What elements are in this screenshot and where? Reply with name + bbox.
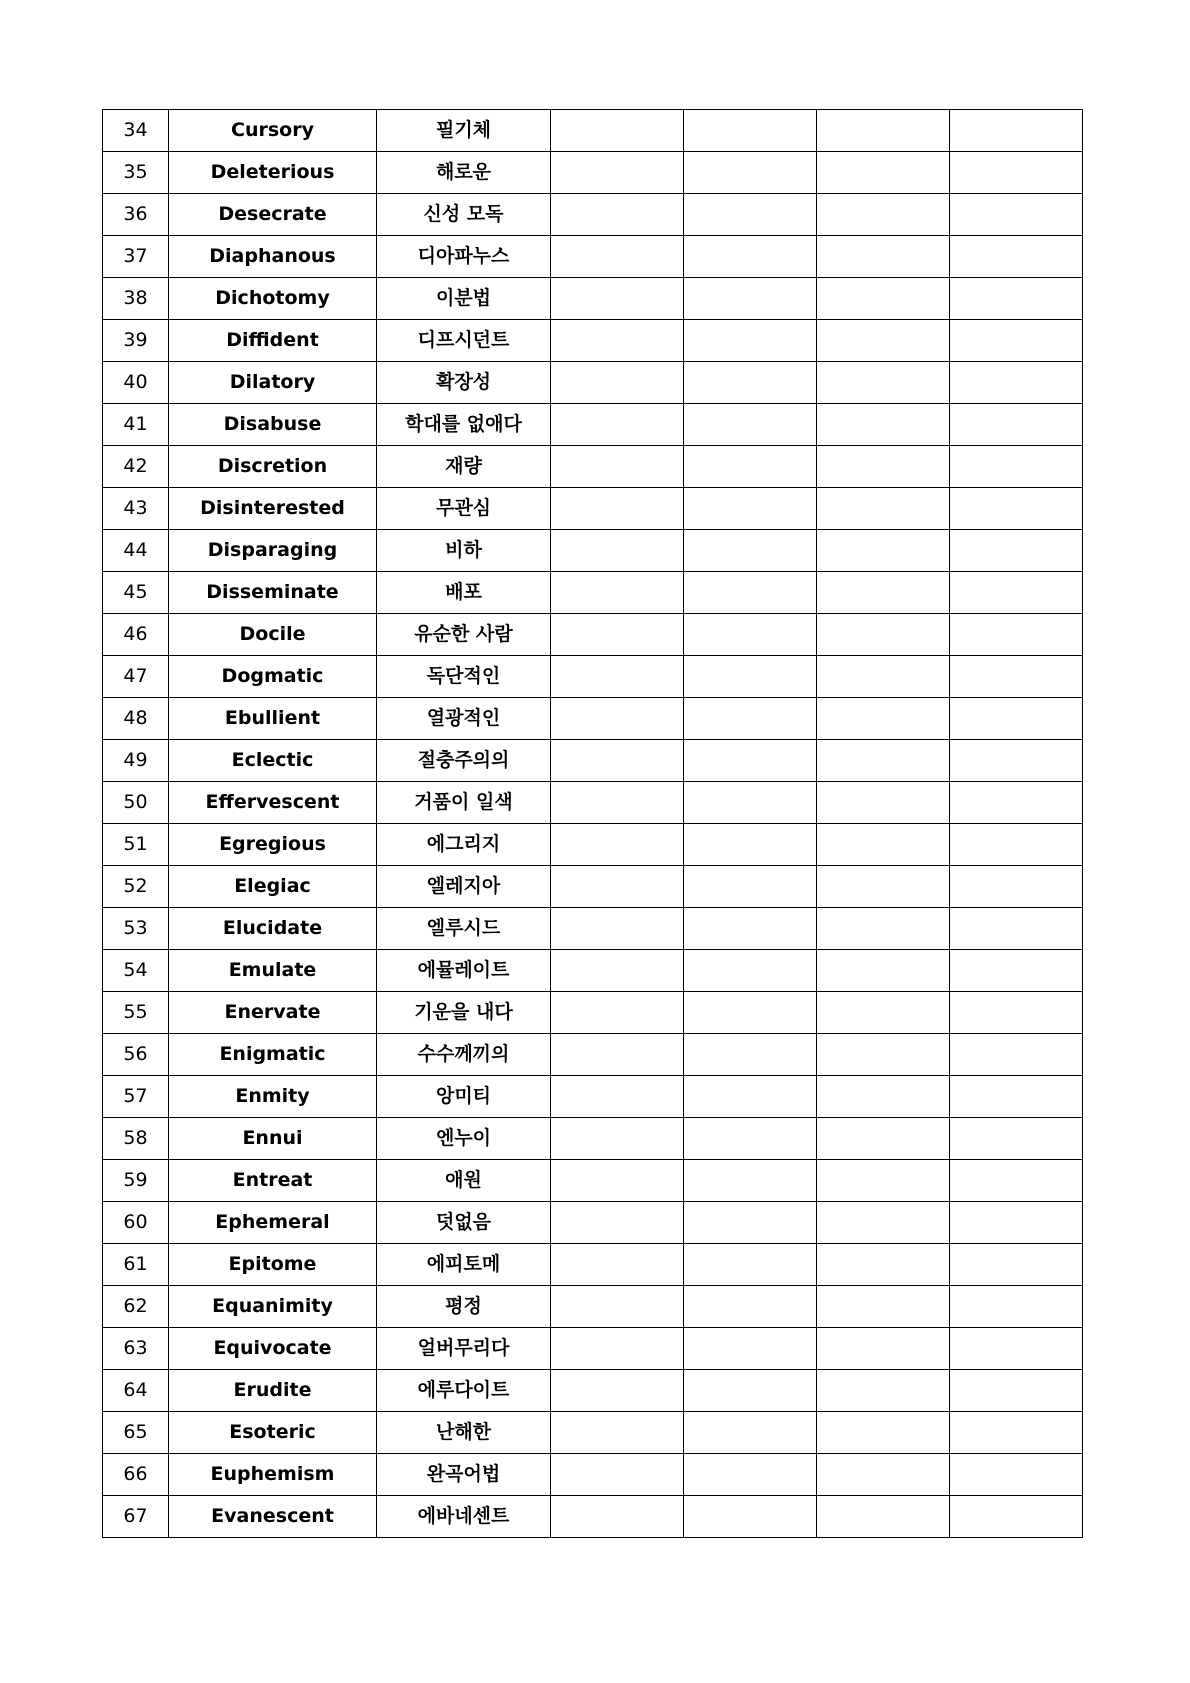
korean-meaning: 앙미티 <box>377 1076 551 1118</box>
blank-cell <box>684 614 817 656</box>
korean-meaning: 기운을 내다 <box>377 992 551 1034</box>
blank-cell <box>551 992 684 1034</box>
blank-cell <box>817 1496 950 1538</box>
blank-cell <box>817 236 950 278</box>
blank-cell <box>684 320 817 362</box>
korean-meaning: 신성 모독 <box>377 194 551 236</box>
table-row <box>103 950 1083 992</box>
blank-cell <box>950 1412 1083 1454</box>
blank-cell <box>551 1412 684 1454</box>
blank-cell <box>551 320 684 362</box>
blank-cell <box>817 572 950 614</box>
blank-cell <box>684 446 817 488</box>
english-word: Diaphanous <box>169 236 377 278</box>
english-word: Eclectic <box>169 740 377 782</box>
blank-cell <box>551 824 684 866</box>
blank-cell <box>817 152 950 194</box>
english-word: Erudite <box>169 1370 377 1412</box>
korean-meaning: 열광적인 <box>377 698 551 740</box>
blank-cell <box>551 1160 684 1202</box>
blank-cell <box>817 950 950 992</box>
english-word: Cursory <box>169 110 377 152</box>
blank-cell <box>551 1370 684 1412</box>
row-number: 35 <box>103 152 169 194</box>
blank-cell <box>817 488 950 530</box>
blank-cell <box>684 992 817 1034</box>
blank-cell <box>684 950 817 992</box>
blank-cell <box>551 362 684 404</box>
row-number: 51 <box>103 824 169 866</box>
row-number: 54 <box>103 950 169 992</box>
blank-cell <box>950 1328 1083 1370</box>
table-row <box>103 362 1083 404</box>
blank-cell <box>551 152 684 194</box>
row-number: 47 <box>103 656 169 698</box>
blank-cell <box>551 1454 684 1496</box>
english-word: Epitome <box>169 1244 377 1286</box>
blank-cell <box>551 1034 684 1076</box>
row-number: 64 <box>103 1370 169 1412</box>
korean-meaning: 수수께끼의 <box>377 1034 551 1076</box>
korean-meaning: 필기체 <box>377 110 551 152</box>
blank-cell <box>551 1496 684 1538</box>
row-number: 67 <box>103 1496 169 1538</box>
blank-cell <box>684 908 817 950</box>
english-word: Ennui <box>169 1118 377 1160</box>
blank-cell <box>817 194 950 236</box>
blank-cell <box>817 740 950 782</box>
row-number: 52 <box>103 866 169 908</box>
blank-cell <box>950 950 1083 992</box>
blank-cell <box>950 782 1083 824</box>
table-row <box>103 446 1083 488</box>
blank-cell <box>684 1370 817 1412</box>
blank-cell <box>684 824 817 866</box>
row-number: 60 <box>103 1202 169 1244</box>
table-row <box>103 824 1083 866</box>
row-number: 39 <box>103 320 169 362</box>
table-row <box>103 1034 1083 1076</box>
blank-cell <box>551 908 684 950</box>
blank-cell <box>684 740 817 782</box>
english-word: Egregious <box>169 824 377 866</box>
row-number: 42 <box>103 446 169 488</box>
blank-cell <box>551 488 684 530</box>
blank-cell <box>950 1370 1083 1412</box>
table-row <box>103 614 1083 656</box>
blank-cell <box>684 1034 817 1076</box>
korean-meaning: 확장성 <box>377 362 551 404</box>
blank-cell <box>684 278 817 320</box>
blank-cell <box>817 530 950 572</box>
blank-cell <box>817 1328 950 1370</box>
english-word: Discretion <box>169 446 377 488</box>
blank-cell <box>950 1496 1083 1538</box>
table-row <box>103 992 1083 1034</box>
blank-cell <box>950 824 1083 866</box>
blank-cell <box>817 1160 950 1202</box>
korean-meaning: 엔누이 <box>377 1118 551 1160</box>
blank-cell <box>950 194 1083 236</box>
blank-cell <box>950 152 1083 194</box>
korean-meaning: 절충주의의 <box>377 740 551 782</box>
blank-cell <box>551 1328 684 1370</box>
blank-cell <box>684 404 817 446</box>
table-row <box>103 698 1083 740</box>
korean-meaning: 해로운 <box>377 152 551 194</box>
blank-cell <box>684 572 817 614</box>
row-number: 37 <box>103 236 169 278</box>
row-number: 48 <box>103 698 169 740</box>
blank-cell <box>950 656 1083 698</box>
blank-cell <box>950 530 1083 572</box>
blank-cell <box>817 1202 950 1244</box>
english-word: Ebullient <box>169 698 377 740</box>
blank-cell <box>684 1496 817 1538</box>
blank-cell <box>817 320 950 362</box>
row-number: 56 <box>103 1034 169 1076</box>
korean-meaning: 에피토메 <box>377 1244 551 1286</box>
english-word: Disinterested <box>169 488 377 530</box>
blank-cell <box>950 866 1083 908</box>
blank-cell <box>817 614 950 656</box>
blank-cell <box>551 1118 684 1160</box>
korean-meaning: 배포 <box>377 572 551 614</box>
blank-cell <box>817 656 950 698</box>
korean-meaning: 엘레지아 <box>377 866 551 908</box>
korean-meaning: 디아파누스 <box>377 236 551 278</box>
english-word: Evanescent <box>169 1496 377 1538</box>
blank-cell <box>684 1118 817 1160</box>
blank-cell <box>817 1286 950 1328</box>
blank-cell <box>551 656 684 698</box>
blank-cell <box>950 362 1083 404</box>
english-word: Entreat <box>169 1160 377 1202</box>
blank-cell <box>551 950 684 992</box>
row-number: 38 <box>103 278 169 320</box>
blank-cell <box>684 110 817 152</box>
blank-cell <box>817 1244 950 1286</box>
blank-cell <box>551 698 684 740</box>
table-row <box>103 740 1083 782</box>
row-number: 66 <box>103 1454 169 1496</box>
korean-meaning: 비하 <box>377 530 551 572</box>
table-row <box>103 908 1083 950</box>
row-number: 46 <box>103 614 169 656</box>
row-number: 53 <box>103 908 169 950</box>
english-word: Docile <box>169 614 377 656</box>
blank-cell <box>950 572 1083 614</box>
korean-meaning: 독단적인 <box>377 656 551 698</box>
blank-cell <box>950 992 1083 1034</box>
blank-cell <box>817 1412 950 1454</box>
blank-cell <box>551 1286 684 1328</box>
blank-cell <box>817 782 950 824</box>
row-number: 65 <box>103 1412 169 1454</box>
english-word: Disparaging <box>169 530 377 572</box>
blank-cell <box>684 1328 817 1370</box>
blank-cell <box>950 404 1083 446</box>
english-word: Disabuse <box>169 404 377 446</box>
korean-meaning: 디프시던트 <box>377 320 551 362</box>
english-word: Diffident <box>169 320 377 362</box>
english-word: Esoteric <box>169 1412 377 1454</box>
blank-cell <box>817 1118 950 1160</box>
blank-cell <box>817 908 950 950</box>
row-number: 59 <box>103 1160 169 1202</box>
table-row <box>103 530 1083 572</box>
table-row <box>103 1244 1083 1286</box>
korean-meaning: 에바네센트 <box>377 1496 551 1538</box>
blank-cell <box>551 614 684 656</box>
english-word: Equanimity <box>169 1286 377 1328</box>
table-row <box>103 782 1083 824</box>
table-row <box>103 404 1083 446</box>
vocabulary-table-body <box>103 110 1083 1538</box>
blank-cell <box>684 1160 817 1202</box>
korean-meaning: 학대를 없애다 <box>377 404 551 446</box>
row-number: 55 <box>103 992 169 1034</box>
blank-cell <box>817 446 950 488</box>
blank-cell <box>684 488 817 530</box>
row-number: 40 <box>103 362 169 404</box>
blank-cell <box>551 1076 684 1118</box>
table-row <box>103 1454 1083 1496</box>
row-number: 36 <box>103 194 169 236</box>
blank-cell <box>950 236 1083 278</box>
english-word: Deleterious <box>169 152 377 194</box>
blank-cell <box>551 446 684 488</box>
blank-cell <box>684 1412 817 1454</box>
korean-meaning: 얼버무리다 <box>377 1328 551 1370</box>
blank-cell <box>950 1118 1083 1160</box>
table-row <box>103 236 1083 278</box>
blank-cell <box>684 1454 817 1496</box>
blank-cell <box>551 866 684 908</box>
row-number: 43 <box>103 488 169 530</box>
table-row <box>103 1370 1083 1412</box>
korean-meaning: 평정 <box>377 1286 551 1328</box>
blank-cell <box>684 530 817 572</box>
blank-cell <box>817 278 950 320</box>
korean-meaning: 난해한 <box>377 1412 551 1454</box>
table-row <box>103 152 1083 194</box>
blank-cell <box>551 110 684 152</box>
table-row <box>103 1118 1083 1160</box>
blank-cell <box>551 740 684 782</box>
blank-cell <box>817 824 950 866</box>
blank-cell <box>950 1454 1083 1496</box>
english-word: Enigmatic <box>169 1034 377 1076</box>
blank-cell <box>551 782 684 824</box>
blank-cell <box>817 1034 950 1076</box>
english-word: Ephemeral <box>169 1202 377 1244</box>
blank-cell <box>684 1202 817 1244</box>
table-row <box>103 278 1083 320</box>
row-number: 62 <box>103 1286 169 1328</box>
blank-cell <box>950 908 1083 950</box>
korean-meaning: 엘루시드 <box>377 908 551 950</box>
blank-cell <box>684 362 817 404</box>
blank-cell <box>684 656 817 698</box>
blank-cell <box>950 446 1083 488</box>
blank-cell <box>684 1076 817 1118</box>
table-row <box>103 866 1083 908</box>
blank-cell <box>684 194 817 236</box>
row-number: 57 <box>103 1076 169 1118</box>
korean-meaning: 덧없음 <box>377 1202 551 1244</box>
blank-cell <box>950 1160 1083 1202</box>
blank-cell <box>950 1286 1083 1328</box>
blank-cell <box>950 1244 1083 1286</box>
blank-cell <box>950 698 1083 740</box>
english-word: Dogmatic <box>169 656 377 698</box>
english-word: Equivocate <box>169 1328 377 1370</box>
blank-cell <box>684 1286 817 1328</box>
table-row <box>103 1328 1083 1370</box>
blank-cell <box>817 110 950 152</box>
korean-meaning: 거품이 일색 <box>377 782 551 824</box>
korean-meaning: 애원 <box>377 1160 551 1202</box>
korean-meaning: 재량 <box>377 446 551 488</box>
blank-cell <box>950 320 1083 362</box>
blank-cell <box>950 1076 1083 1118</box>
row-number: 50 <box>103 782 169 824</box>
english-word: Enervate <box>169 992 377 1034</box>
blank-cell <box>817 866 950 908</box>
english-word: Euphemism <box>169 1454 377 1496</box>
blank-cell <box>817 1076 950 1118</box>
english-word: Dilatory <box>169 362 377 404</box>
blank-cell <box>950 1034 1083 1076</box>
blank-cell <box>684 236 817 278</box>
blank-cell <box>817 404 950 446</box>
korean-meaning: 무관심 <box>377 488 551 530</box>
korean-meaning: 에뮬레이트 <box>377 950 551 992</box>
blank-cell <box>551 1244 684 1286</box>
blank-cell <box>551 404 684 446</box>
korean-meaning: 이분법 <box>377 278 551 320</box>
english-word: Elucidate <box>169 908 377 950</box>
english-word: Elegiac <box>169 866 377 908</box>
english-word: Enmity <box>169 1076 377 1118</box>
english-word: Emulate <box>169 950 377 992</box>
vocabulary-table <box>102 109 1083 1538</box>
korean-meaning: 에그리지 <box>377 824 551 866</box>
blank-cell <box>551 1202 684 1244</box>
korean-meaning: 에루다이트 <box>377 1370 551 1412</box>
blank-cell <box>551 572 684 614</box>
table-row <box>103 110 1083 152</box>
table-row <box>103 1496 1083 1538</box>
korean-meaning: 유순한 사람 <box>377 614 551 656</box>
table-row <box>103 1286 1083 1328</box>
table-row <box>103 1202 1083 1244</box>
english-word: Disseminate <box>169 572 377 614</box>
blank-cell <box>684 1244 817 1286</box>
row-number: 34 <box>103 110 169 152</box>
blank-cell <box>950 1202 1083 1244</box>
blank-cell <box>817 1454 950 1496</box>
table-row <box>103 572 1083 614</box>
blank-cell <box>551 194 684 236</box>
row-number: 58 <box>103 1118 169 1160</box>
blank-cell <box>817 362 950 404</box>
korean-meaning: 완곡어법 <box>377 1454 551 1496</box>
english-word: Desecrate <box>169 194 377 236</box>
blank-cell <box>684 152 817 194</box>
blank-cell <box>950 740 1083 782</box>
blank-cell <box>551 236 684 278</box>
blank-cell <box>684 866 817 908</box>
row-number: 45 <box>103 572 169 614</box>
english-word: Effervescent <box>169 782 377 824</box>
table-row <box>103 1412 1083 1454</box>
table-row <box>103 320 1083 362</box>
blank-cell <box>950 110 1083 152</box>
blank-cell <box>950 614 1083 656</box>
blank-cell <box>950 278 1083 320</box>
blank-cell <box>551 530 684 572</box>
blank-cell <box>817 1370 950 1412</box>
row-number: 61 <box>103 1244 169 1286</box>
english-word: Dichotomy <box>169 278 377 320</box>
blank-cell <box>817 698 950 740</box>
blank-cell <box>684 698 817 740</box>
blank-cell <box>817 992 950 1034</box>
blank-cell <box>950 488 1083 530</box>
table-row <box>103 488 1083 530</box>
table-row <box>103 1160 1083 1202</box>
row-number: 44 <box>103 530 169 572</box>
row-number: 41 <box>103 404 169 446</box>
table-row <box>103 656 1083 698</box>
table-row <box>103 194 1083 236</box>
blank-cell <box>684 782 817 824</box>
row-number: 49 <box>103 740 169 782</box>
row-number: 63 <box>103 1328 169 1370</box>
blank-cell <box>551 278 684 320</box>
table-row <box>103 1076 1083 1118</box>
